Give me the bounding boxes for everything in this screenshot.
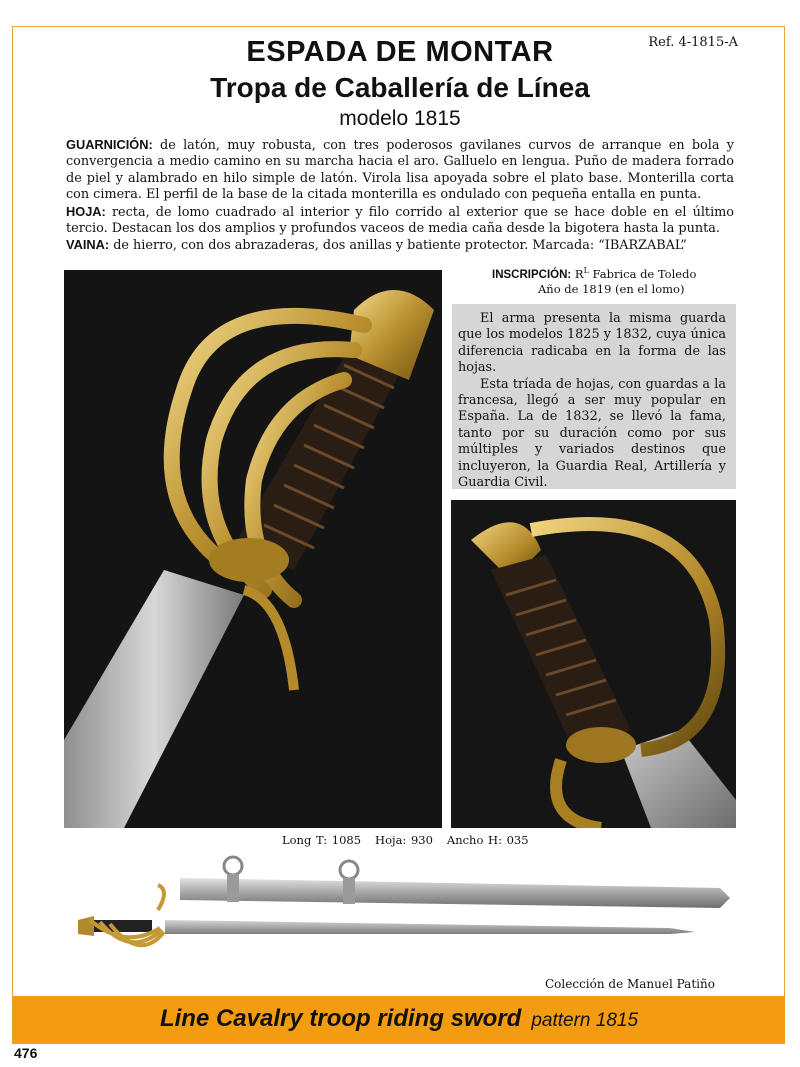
vaina-text: de hierro, con dos abrazaderas, dos anillas y batiente protector. Marcada: “IBARZABAL” [109, 238, 687, 254]
hoja-text: recta, de lomo cuadrado al interior y filo corrido al exterior que se hace doble en el último tercio. Destacan los dos amplios y profundos vaceos de media caña desde la bigotera hasta la punta. [66, 204, 734, 237]
dim-blade: Hoja: 930 [375, 833, 433, 847]
hilt-photo-detail [451, 500, 736, 828]
dimensions [282, 833, 543, 847]
vaina-label: VAINA: [66, 237, 110, 253]
dim-width: Ancho H: 035 [446, 833, 529, 847]
collection-credit: Colección de Manuel Patiño [545, 977, 715, 991]
inscription [480, 264, 730, 297]
inscription-line2: Año de 1819 (en el lomo) [538, 282, 685, 297]
dim-length: Long T: 1085 [282, 833, 362, 847]
page-subtitle: Tropa de Caballería de Línea [210, 72, 590, 103]
hoja-label: HOJA: [66, 203, 106, 219]
english-title-banner [13, 996, 785, 1043]
note-paragraph-2: Esta tríada de hojas, con guardas a la francesa, llegó a ser muy popular en España. La de 1832, se llevó la fama, tanto por su duración como por sus múltiples y variados destinos que incluyeron, la Guardia Real, Artillería y Guardia Civil. [458, 376, 726, 491]
inscription-r-sup: L [583, 266, 589, 275]
inscription-line1: Fabrica de Toledo [588, 266, 697, 281]
page-title: ESPADA DE MONTAR [246, 36, 554, 68]
guarnicion-label: GUARNICIÓN: [66, 137, 153, 152]
note-paragraph-1: El arma presenta la misma guarda que los modelos 1825 y 1832, cuya única diferencia radicaba en la forma de las hojas. [458, 311, 726, 376]
guarnicion-text: de latón, muy robusta, con tres poderosos gavilanes curvos de arranque en bola y convergencia a medio camino en su marcha hacia el aro. Galluelo en lengua. Puño de madera forrado de piel y alambrado en hilo simple de latón. Virola lisa apoyada sobre el plato base. Monterilla corta con cimera. El perfil de la base de la citada monterilla es ondulado con pequeña entalla en punta. [66, 138, 734, 203]
model-year: modelo 1815 [339, 107, 461, 130]
reference-code: Ref. 4-1815-A [648, 35, 738, 50]
banner-subtitle: pattern 1815 [531, 1010, 639, 1031]
inscription-label: INSCRIPCIÓN: [492, 268, 572, 281]
page-number: 476 [14, 1045, 38, 1061]
banner-title: Line Cavalry troop riding sword [159, 1005, 522, 1032]
inscription-r: R [571, 266, 584, 281]
history-note [452, 304, 736, 489]
hilt-photo-main [64, 270, 442, 828]
full-sword-photo [70, 850, 735, 970]
description [66, 137, 734, 255]
